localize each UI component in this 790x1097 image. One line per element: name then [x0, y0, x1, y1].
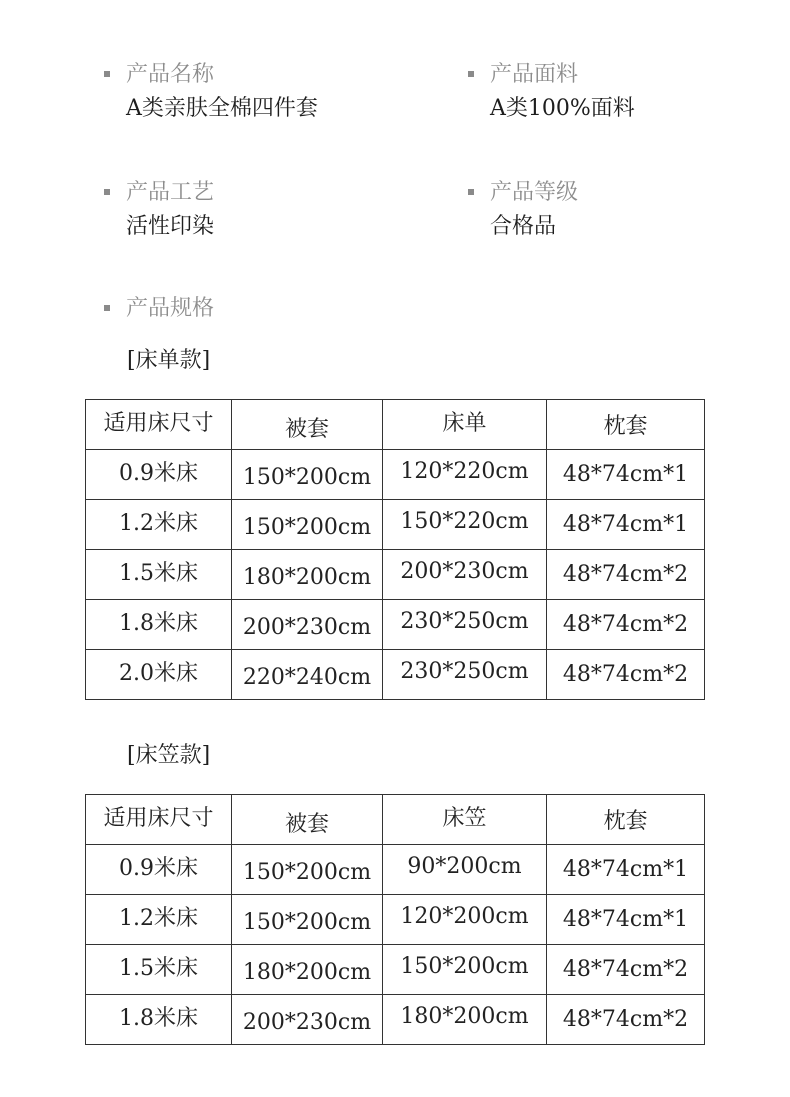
- attr-label: 产品工艺: [126, 180, 215, 205]
- table-cell: 230*250cm: [383, 650, 547, 700]
- header-cell: 枕套: [547, 795, 705, 845]
- header-cell: 被套: [232, 400, 383, 450]
- table-row: [86, 600, 705, 650]
- header-cell: 适用床尺寸: [86, 795, 232, 845]
- header-cell: 床单: [383, 400, 547, 450]
- attr-label: 产品规格: [126, 296, 215, 321]
- table-cell: 48*74cm*2: [547, 550, 705, 600]
- table-cell: 1.5米床: [86, 945, 232, 995]
- table-cell: 150*200cm: [232, 500, 383, 550]
- bullet-icon: [104, 305, 110, 311]
- table-cell: 1.8米床: [86, 995, 232, 1045]
- table-cell: 48*74cm*1: [547, 500, 705, 550]
- spec-table-flat-sheet: [85, 399, 705, 700]
- table-cell: 48*74cm*1: [547, 895, 705, 945]
- table-cell: 200*230cm: [383, 550, 547, 600]
- table-cell: 1.8米床: [86, 600, 232, 650]
- table-cell: 150*200cm: [232, 845, 383, 895]
- table-row: [86, 450, 705, 500]
- attr-value: A类100%面料: [490, 96, 635, 121]
- section-title-fitted-sheet: [床笠款]: [127, 743, 211, 768]
- table-row: [86, 550, 705, 600]
- table-cell: 180*200cm: [232, 945, 383, 995]
- table-cell: 180*200cm: [383, 995, 547, 1045]
- table-row: [86, 995, 705, 1045]
- table-cell: 120*200cm: [383, 895, 547, 945]
- table-cell: 1.2米床: [86, 895, 232, 945]
- table-cell: 90*200cm: [383, 845, 547, 895]
- table-cell: 150*200cm: [232, 895, 383, 945]
- table-row: [86, 650, 705, 700]
- table-cell: 230*250cm: [383, 600, 547, 650]
- table-row: [86, 845, 705, 895]
- attr-label: 产品等级: [490, 180, 579, 205]
- table-cell: 48*74cm*2: [547, 650, 705, 700]
- table-cell: 48*74cm*2: [547, 600, 705, 650]
- table-row: [86, 945, 705, 995]
- table-cell: 2.0米床: [86, 650, 232, 700]
- table-cell: 200*230cm: [232, 995, 383, 1045]
- table-cell: 48*74cm*2: [547, 945, 705, 995]
- bullet-icon: [468, 189, 474, 195]
- attr-value: 合格品: [490, 214, 557, 239]
- attr-value: A类亲肤全棉四件套: [126, 96, 318, 121]
- table-header-row: [86, 795, 705, 845]
- spec-table-fitted-sheet: [85, 794, 705, 1045]
- header-cell: 枕套: [547, 400, 705, 450]
- table-cell: 150*200cm: [232, 450, 383, 500]
- bullet-icon: [104, 71, 110, 77]
- table-row: [86, 895, 705, 945]
- table-cell: 0.9米床: [86, 845, 232, 895]
- table-cell: 48*74cm*1: [547, 845, 705, 895]
- bullet-icon: [104, 189, 110, 195]
- table-cell: 0.9米床: [86, 450, 232, 500]
- table-header-row: [86, 400, 705, 450]
- bullet-icon: [468, 71, 474, 77]
- table-cell: 200*230cm: [232, 600, 383, 650]
- table-cell: 1.2米床: [86, 500, 232, 550]
- table-cell: 220*240cm: [232, 650, 383, 700]
- table-cell: 120*220cm: [383, 450, 547, 500]
- table-row: [86, 500, 705, 550]
- header-cell: 被套: [232, 795, 383, 845]
- table-cell: 48*74cm*1: [547, 450, 705, 500]
- header-cell: 适用床尺寸: [86, 400, 232, 450]
- section-title-flat-sheet: [床单款]: [127, 348, 211, 373]
- attr-value: 活性印染: [126, 214, 215, 239]
- table-cell: 180*200cm: [232, 550, 383, 600]
- header-cell: 床笠: [383, 795, 547, 845]
- table-cell: 150*220cm: [383, 500, 547, 550]
- attr-label: 产品名称: [126, 62, 215, 87]
- table-cell: 150*200cm: [383, 945, 547, 995]
- table-cell: 1.5米床: [86, 550, 232, 600]
- attr-label: 产品面料: [490, 62, 579, 87]
- table-cell: 48*74cm*2: [547, 995, 705, 1045]
